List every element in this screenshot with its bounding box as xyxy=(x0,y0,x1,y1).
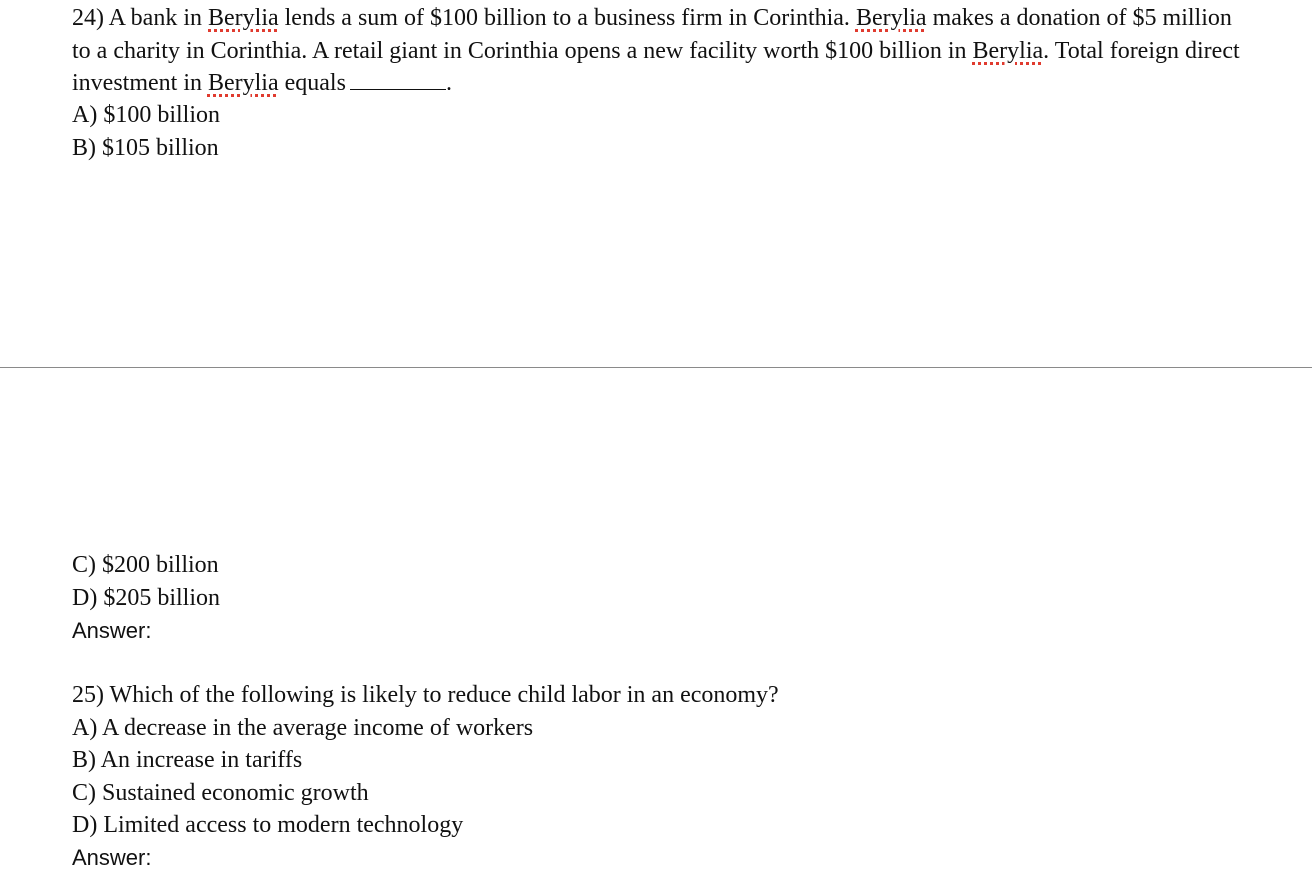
question-24-text xyxy=(72,2,1252,100)
option-b: B) An increase in tariffs xyxy=(72,747,303,773)
misspelled-word[interactable]: Berylia xyxy=(855,5,927,31)
option-d: D) $205 billion xyxy=(72,585,220,611)
question-text-part: . xyxy=(445,70,452,96)
page-divider xyxy=(0,367,1312,368)
page-top xyxy=(0,0,1312,368)
option-b: B) $105 billion xyxy=(72,135,219,161)
question-text-part: lends a sum of $100 billion to a business firm in Corinthia. xyxy=(278,5,856,31)
answer-blank xyxy=(350,69,446,90)
question-text-part: . Total foreign direct investment in xyxy=(72,37,1240,96)
misspelled-word[interactable]: Berylia xyxy=(207,70,279,96)
question-25-text: 25) Which of the following is likely to reduce child labor in an economy? xyxy=(72,682,779,708)
option-a: A) A decrease in the average income of workers xyxy=(72,715,534,741)
answer-label-24: Answer: xyxy=(72,618,152,643)
question-text-part: equals xyxy=(278,70,346,96)
option-c: C) Sustained economic growth xyxy=(72,780,369,806)
answer-label-25: Answer: xyxy=(72,845,152,870)
question-text-part: 24) A bank in xyxy=(72,5,208,31)
page-bottom xyxy=(0,369,1312,882)
misspelled-word[interactable]: Berylia xyxy=(208,5,279,31)
option-a: A) $100 billion xyxy=(72,102,220,128)
question-text-part: makes a donation of $5 million to a charity in Corinthia. A retail giant in Corinthia opens a new facility worth $100 billion in xyxy=(72,5,1232,64)
option-d: D) Limited access to modern technology xyxy=(72,812,464,838)
option-c: C) $200 billion xyxy=(72,552,219,578)
misspelled-word[interactable]: Berylia xyxy=(972,37,1044,64)
